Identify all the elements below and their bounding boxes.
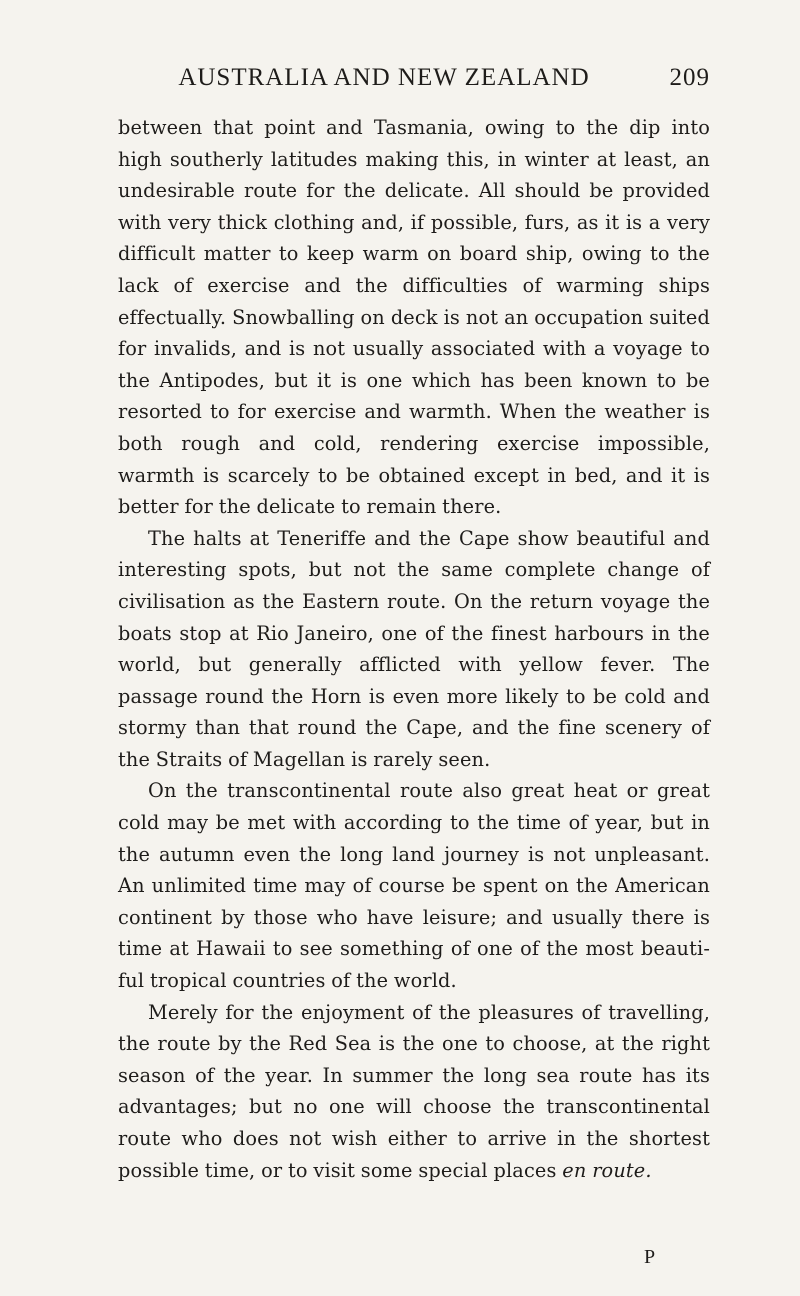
paragraph-3: On the transcontinental route also great heat or great cold may be met with according to the time of year, but in the autumn even the long land journey is not unpleasant. An unlimited time may of course be spent on the American continent by those who have leisure; and usually there is time at Hawaii to see something of one of the most beauti-ful tropical countries of the world. bbox=[118, 779, 710, 993]
body-text bbox=[118, 112, 710, 1186]
paragraph-4-italic: en route. bbox=[562, 1158, 652, 1182]
running-head bbox=[118, 64, 710, 98]
paragraph-4-text: Merely for the enjoyment of the pleasures of travelling, the route by the Red Sea is the one to choose, at the right season of the year. In summer the long sea route has its advantages; but no one will choose the transcontinental route who does not wish either to arrive in the shortest possible time, or to visit some special places bbox=[118, 1000, 710, 1182]
paragraph-1: between that point and Tasmania, owing to the dip into high southerly latitudes making this, in winter at least, an undesirable route for the delicate. All should be provided with very thick clothing and, if possible, furs, as it is a very difficult matter to keep warm on board ship, owing to the lack of exercise and the difficulties of warming ships effectually. Snowballing on deck is not an occupation suited for invalids, and is not usually associated with a voyage to the Antipodes, but it is one which has been known to be resorted to for exercise and warmth. When the weather is both rough and cold, rendering exercise impossible, warmth is scarcely to be obtained except in bed, and it is better for the delicate to remain there. bbox=[118, 116, 710, 519]
signature-mark: P bbox=[644, 1246, 656, 1268]
paragraph-2: The halts at Teneriffe and the Cape show beautiful and interesting spots, but not the same complete change of civilisation as the Eastern route. On the return voyage the boats stop at Rio Janeiro, one of the finest harbours in the world, but generally afflicted with yellow fever. The passage round the Horn is even more likely to be cold and stormy than that round the Cape, and the fine scenery of the Straits of Magellan is rarely seen. bbox=[118, 526, 710, 771]
paragraph-4 bbox=[118, 997, 710, 1187]
running-head-title: AUSTRALIA AND NEW ZEALAND bbox=[178, 64, 590, 91]
page-number: 209 bbox=[669, 64, 710, 91]
